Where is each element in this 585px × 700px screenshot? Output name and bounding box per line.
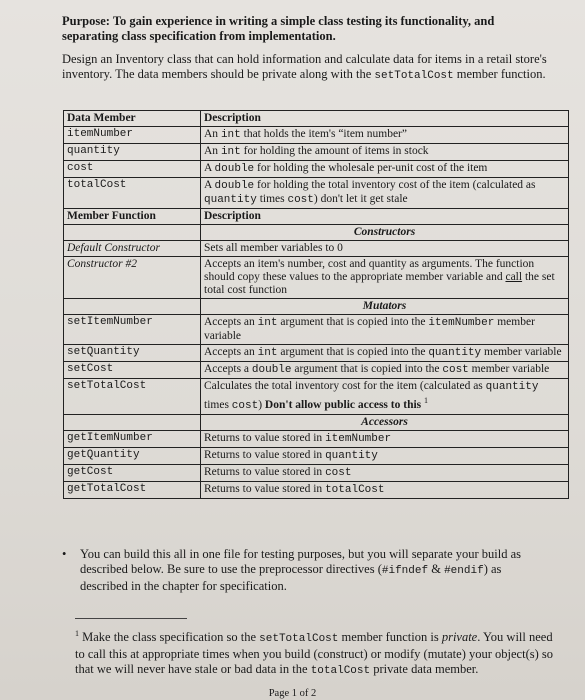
text-run: argument that is copied into the [277,316,429,328]
member-description [201,464,569,481]
data-description-header: Description [201,111,569,127]
section-row [64,225,569,241]
text-run: A [204,162,215,174]
member-description [201,127,569,144]
member-name: totalCost [64,178,201,209]
inline-code: quantity [325,449,378,462]
inline-code: setTotalCost [259,633,339,646]
inline-code: quantity [485,381,539,393]
member-name: Default Constructor [64,241,201,257]
member-description [201,379,569,415]
inline-code: totalCost [310,665,371,678]
member-description [201,178,569,209]
section-blank-cell [64,299,201,315]
purpose-label: Purpose: [62,14,110,28]
footnote-divider [75,618,187,619]
section-blank-cell [64,225,201,241]
member-function-row [64,257,569,299]
function-description-header: Description [201,209,569,225]
inline-code: totalCost [325,483,385,496]
member-name: getCost [64,464,201,481]
data-member-header-row [64,111,569,127]
purpose-statement [62,14,542,44]
member-description [201,241,569,257]
inline-code: double [251,364,292,376]
intro-paragraph [62,52,557,84]
member-function-row [64,345,569,362]
section-title: Constructors [201,225,569,241]
member-name: setItemNumber [64,315,201,345]
member-name: quantity [64,144,201,161]
member-function-row [64,481,569,498]
member-function-row [64,430,569,447]
text-run: times [256,193,288,205]
inline-code: cost [287,194,314,206]
member-name: getTotalCost [64,481,201,498]
text-run: & [428,562,445,576]
inline-code: itemNumber [428,317,495,329]
text-run: You can build this all in one file for testing purposes, but you will separate your build as described below. Be sure to use the preprocessor directives ( [80,547,522,576]
text-run: . You will need to call this at appropriate times when you build (construct) or modify (mutate) your object(s) so that we will never have stale or bad data in the [75,630,554,677]
member-name: cost [64,161,201,178]
text-run: Make the class specification so the [79,630,260,645]
member-description [201,161,569,178]
text-run: An [204,128,221,140]
section-row [64,299,569,315]
inline-code: #ifndef [381,565,429,577]
underlined-text: call [505,271,523,283]
section-blank-cell [64,414,201,430]
text-run: that holds the item's “item number” [240,128,407,140]
text-run: Sets all member variables to 0 [204,242,343,254]
member-description [201,144,569,161]
inventory-spec-table-body [64,111,569,499]
member-name: setQuantity [64,345,201,362]
inline-code: cost [231,399,259,412]
inline-code: quantity [428,347,482,359]
member-function-row [64,447,569,464]
inline-code: cost [325,466,352,479]
text-run: for holding the wholesale per-unit cost of the item [254,162,488,174]
member-function-row [64,315,569,345]
text-run: Returns to value stored in [204,431,326,444]
inline-code: int [257,317,278,329]
text-run: argument that is copied into the [291,363,443,375]
section-row [64,414,569,430]
inventory-spec-table [63,110,569,499]
text-run: ) don't let it get stale [313,193,408,205]
text-run: ) [258,398,265,411]
bullet-note [62,547,552,594]
member-function-row [64,379,569,415]
inline-code: #endif [444,565,484,577]
member-function-header-row [64,209,569,225]
data-member-row [64,178,569,209]
member-name: Constructor #2 [64,257,201,299]
text-run: the set total cost function [204,271,555,296]
text-run: member variable [468,363,550,375]
italic-text: private [441,630,478,645]
footnote [75,626,565,679]
text-run: for holding the amount of items in stock [240,145,429,157]
data-member-row [64,127,569,144]
inline-code: int [220,129,241,141]
member-function-row [64,464,569,481]
bullet-text [80,547,552,594]
intro-tail: member function. [456,67,546,81]
intro-text: Design an Inventory class that can hold information and calculate data for items in a retail store's inventory. The data members should be private along with the [62,52,547,81]
text-run: Returns to value stored in [204,482,326,495]
member-description [201,481,569,498]
text-run: member function is [338,630,442,645]
text-run: argument that is copied into the [277,346,429,358]
member-name: setCost [64,362,201,379]
text-run: A [204,179,215,191]
page-number: Page 1 of 2 [268,688,317,699]
member-description [201,430,569,447]
member-description [201,257,569,299]
member-name: itemNumber [64,127,201,144]
text-run: Accepts a [204,363,252,375]
text-run: Returns to value stored in [204,465,326,478]
member-description [201,362,569,379]
text-run: ) as described in the chapter for specification. [80,562,502,593]
inline-code: double [214,180,255,192]
footnote-marker: 1 [75,629,79,638]
section-title: Mutators [201,299,569,315]
bullet-icon: • [62,547,67,561]
member-name: getItemNumber [64,430,201,447]
data-member-header: Data Member [64,111,201,127]
text-run: Returns to value stored in [204,448,326,461]
text-run: Accepts an item's number, cost and quantity as arguments. The function should copy these values to the appropriate member variable and [204,258,535,283]
text-run: times [204,398,232,411]
footnote-marker: 1 [424,396,429,405]
member-description [201,447,569,464]
text-run: An [204,145,221,157]
member-function-row [64,241,569,257]
intro-code: setTotalCost [374,70,454,82]
member-name: getQuantity [64,447,201,464]
text-run: member variable [481,346,562,358]
data-member-row [64,161,569,178]
text-run: for holding the total inventory cost of the item (calculated as [254,179,536,191]
text-run: Accepts an [204,316,258,328]
section-title: Accessors [201,414,569,430]
inline-code: int [220,146,241,158]
data-member-row [64,144,569,161]
member-name: setTotalCost [64,379,201,415]
inline-code: quantity [204,194,257,206]
text-run: private data member. [370,662,479,677]
text-run: member variable [204,316,535,342]
member-function-row [64,362,569,379]
text-run: Accepts an [204,346,258,358]
member-description [201,345,569,362]
inline-code: double [214,163,255,175]
purpose-text: To gain experience in writing a simple class testing its functionality, and separating class specification from implementation. [62,14,495,43]
text-run: Calculates the total inventory cost for the item (calculated as [204,380,486,392]
inline-code: itemNumber [325,432,392,445]
inline-code: int [257,347,278,359]
inline-code: cost [442,364,469,376]
member-function-header: Member Function [64,209,201,225]
bold-text: Don't allow public access to this [264,398,422,411]
member-description [201,315,569,345]
